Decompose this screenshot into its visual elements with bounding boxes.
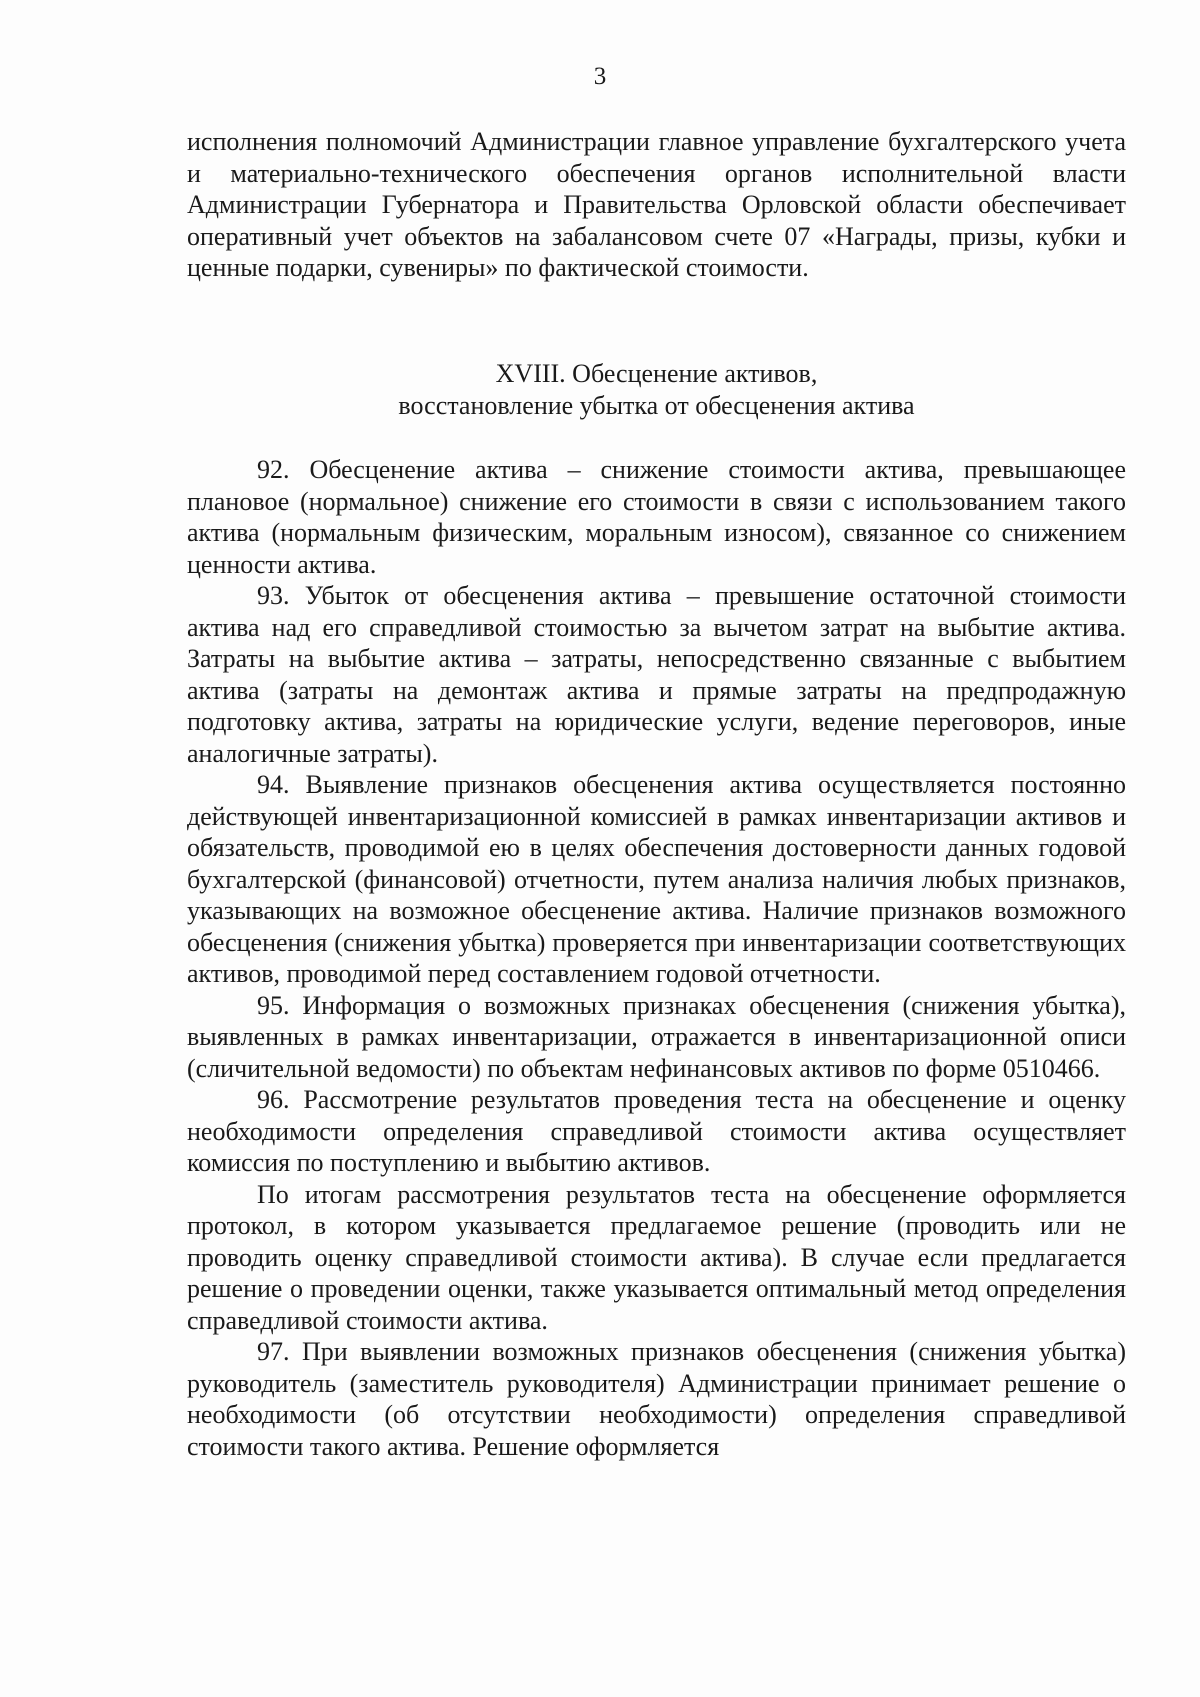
intro-paragraph: исполнения полномочий Администрации главное управление бухгалтерского учета и материально-технического обеспечения органов исполнительной власти Администрации Губернатора и Правительства Орловской области обеспечивает оперативный учет объектов на забалансовом счете 07 «Награды, призы, кубки и ценные подарки, сувениры» по фактической стоимости.: [187, 127, 1126, 282]
section-title-line-2: восстановление убытка от обесценения актива: [398, 391, 915, 420]
paragraph-92: 92. Обесценение актива – снижение стоимости актива, превышающее плановое (нормальное) снижение его стоимости в связи с использованием такого актива (нормальным физическим, моральным износом), связанное со снижением ценности актива.: [187, 455, 1126, 579]
paragraph-94: 94. Выявление признаков обесценения актива осуществляется постоянно действующей инвентаризационной комиссией в рамках инвентаризации активов и обязательств, проводимой ею в целях обеспечения достоверности данных годовой бухгалтерской (финансовой) отчетности, путем анализа наличия любых признаков, указывающих на возможное обесценение актива. Наличие признаков возможного обесценения (снижения убытка) проверяется при инвентаризации соответствующих активов, проводимой перед составлением годовой отчетности.: [187, 770, 1126, 988]
paragraph-96-continued: По итогам рассмотрения результатов теста на обесценение оформляется протокол, в котором указывается предлагаемое решение (проводить или не проводить оценку справедливой стоимости актива). В случае если предлагается решение о проведении оценки, также указывается оптимальный метод определения справедливой стоимости актива.: [187, 1179, 1126, 1335]
section-heading: [187, 358, 1126, 422]
paragraph-96: 96. Рассмотрение результатов проведения теста на обесценение и оценку необходимости определения справедливой стоимости актива осуществляет комиссия по поступлению и выбытию активов.: [187, 1085, 1126, 1177]
page-number: 3: [593, 63, 607, 90]
paragraph-95: 95. Информация о возможных признаках обесценения (снижения убытка), выявленных в рамках инвентаризации, отражается в инвентаризационной описи (сличительной ведомости) по объектам нефинансовых активов по форме 0510466.: [187, 990, 1126, 1083]
section-title-line-1: XVIII. Обесценение активов,: [495, 359, 818, 388]
paragraph-97: 97. При выявлении возможных признаков обесценения (снижения убытка) руководитель (заместитель руководителя) Администрации принимает решение о необходимости (об отсутствии необходимости) определения справедливой стоимости такого актива. Решение оформляется: [187, 1337, 1126, 1461]
paragraph-93: 93. Убыток от обесценения актива – превышение остаточной стоимости актива над его справедливой стоимостью за вычетом затрат на выбытие актива. Затраты на выбытие актива – затраты, непосредственно связанные с выбытием актива (затраты на демонтаж актива и прямые затраты на предпродажную подготовку актива, затраты на юридические услуги, ведение переговоров, иные аналогичные затраты).: [187, 581, 1126, 768]
section-body: [187, 454, 1126, 1462]
